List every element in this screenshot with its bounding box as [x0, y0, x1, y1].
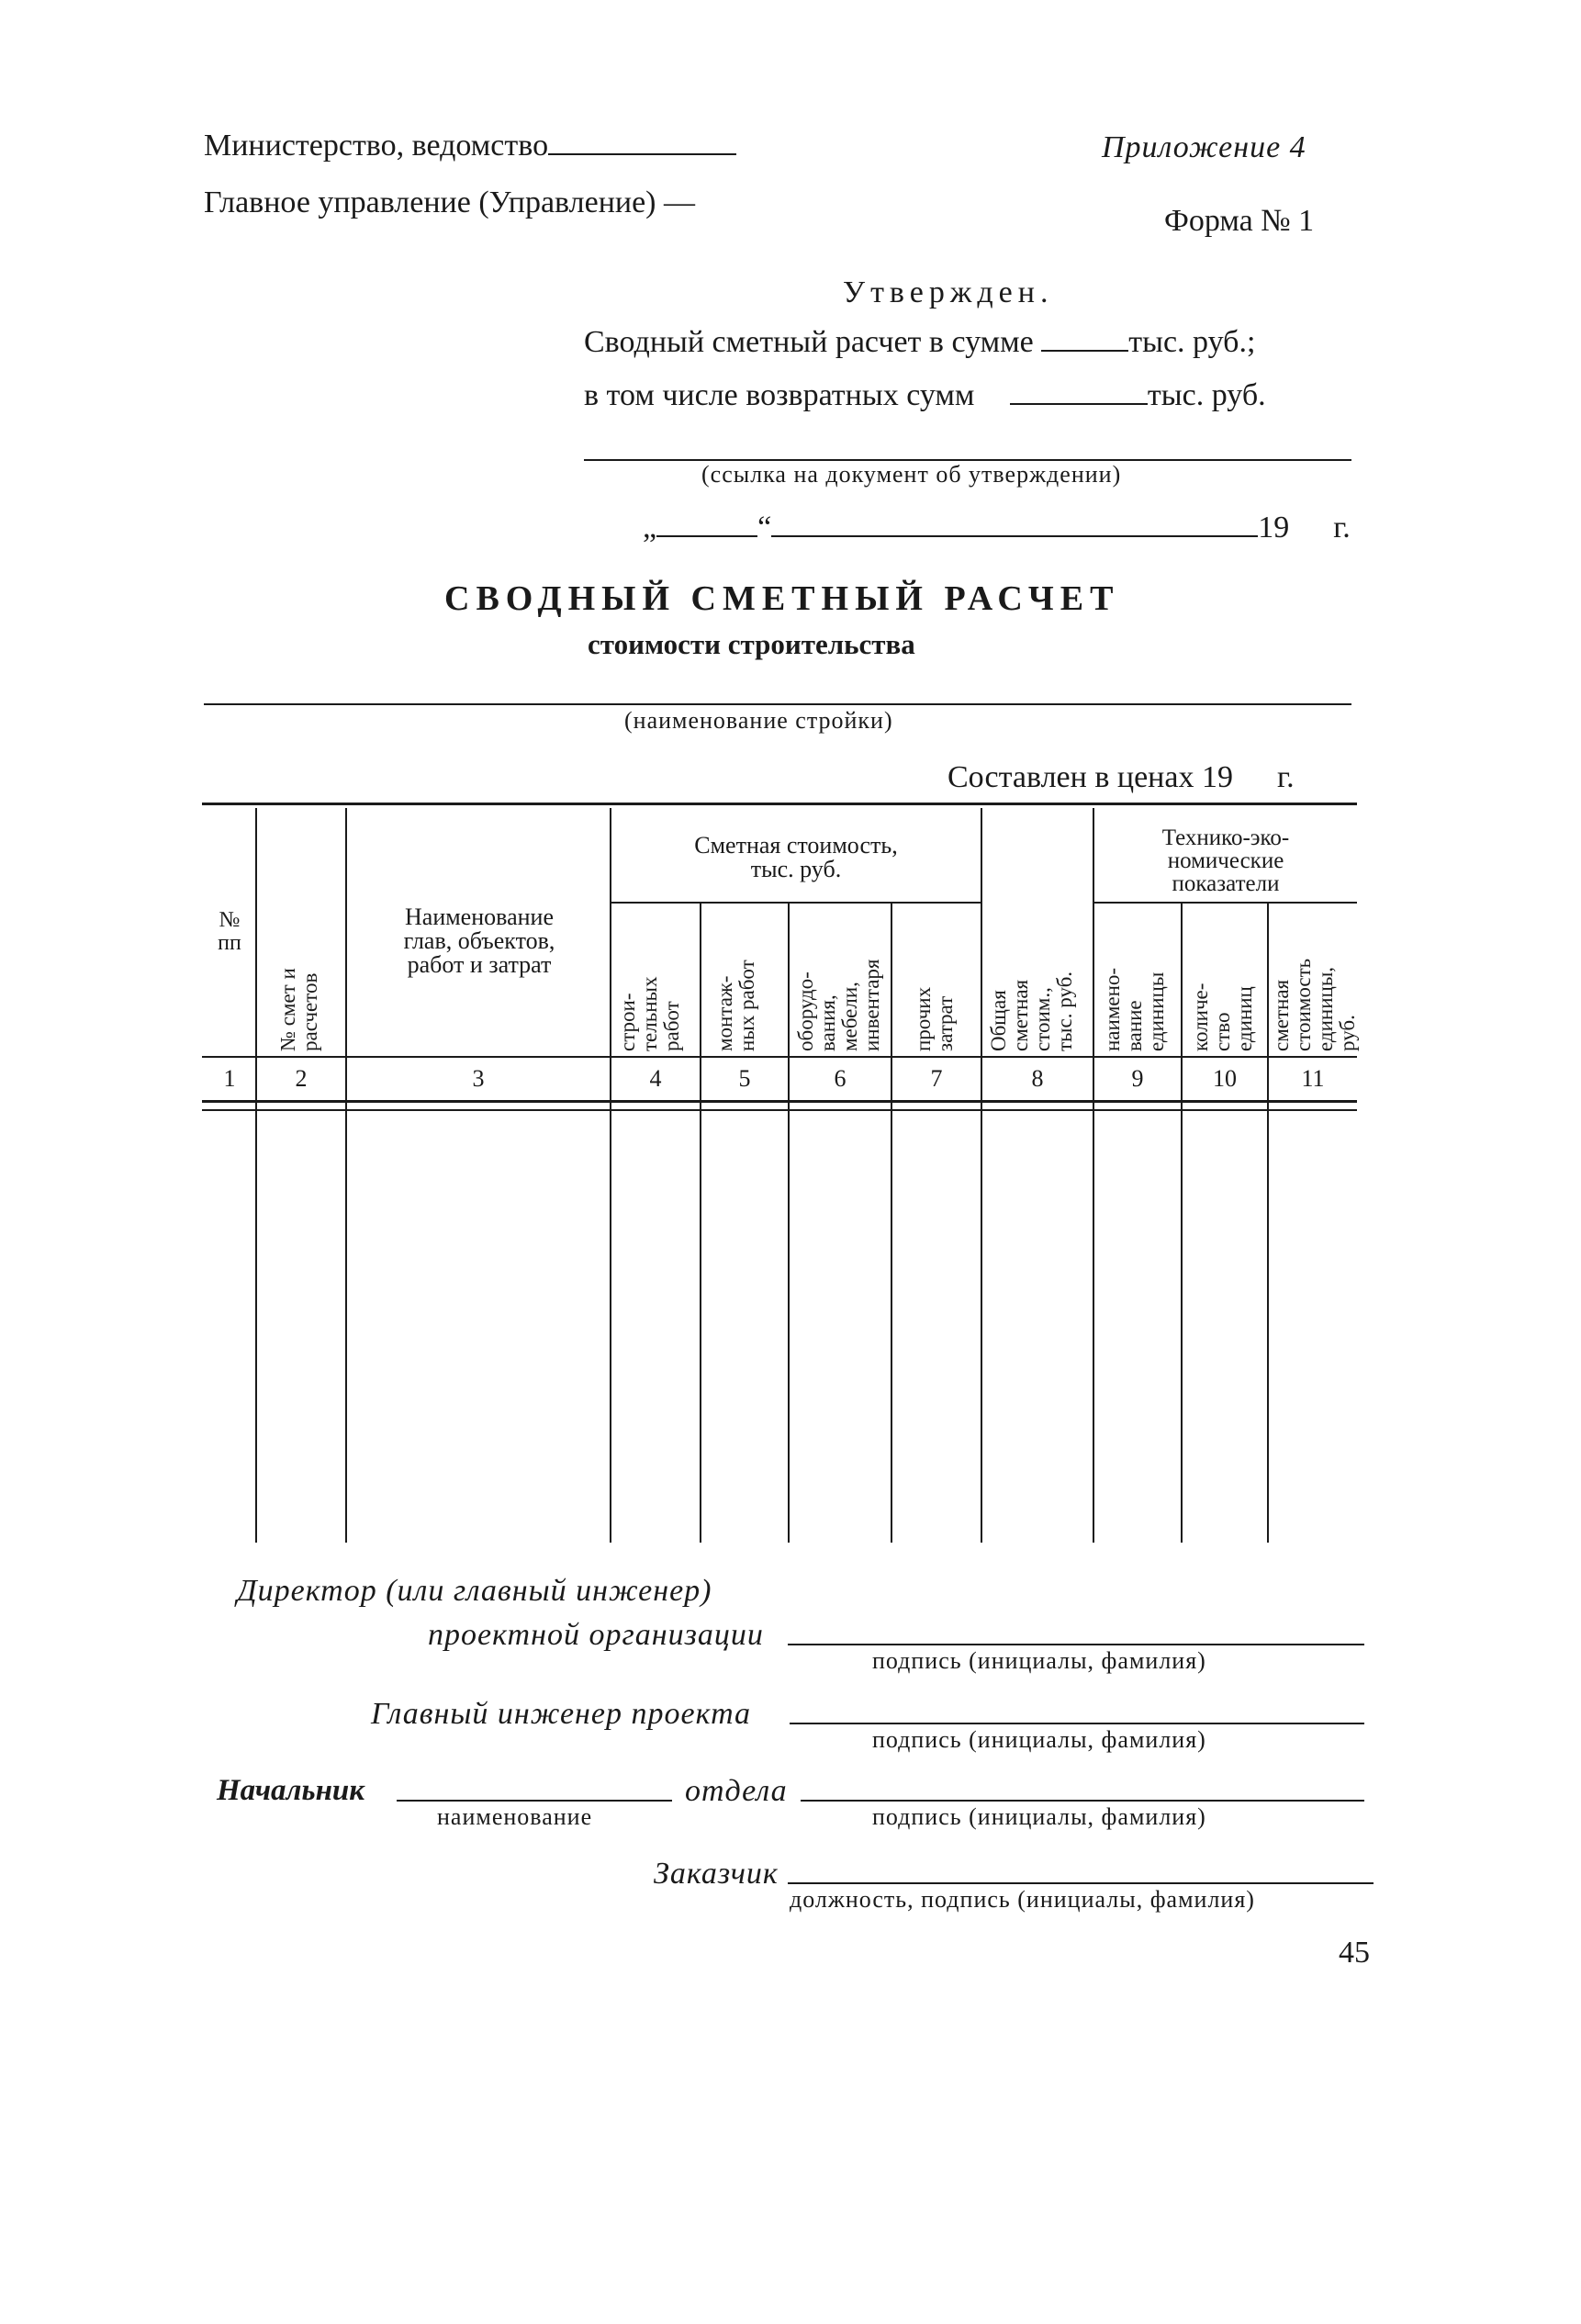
appendix-label: Приложение 4: [1102, 130, 1306, 164]
col-divider-5: [788, 904, 790, 1543]
directorate-label: Главное управление (Управление) —: [204, 185, 696, 219]
department-label: отдела: [685, 1774, 788, 1808]
col1-header: № пп: [218, 908, 241, 955]
col-number-4: 4: [649, 1065, 662, 1092]
cost-group-header: Сметная стоимость, тыс. руб.: [694, 832, 898, 882]
col8-header: Общая сметная стоим., тыс. руб.: [987, 971, 1076, 1051]
document-title: СВОДНЫЙ СМЕТНЫЙ РАСЧЕТ: [444, 579, 1120, 618]
col6-header: оборудо- вания, мебели, инвентаря: [794, 959, 883, 1051]
construction-caption: (наименование стройки): [624, 707, 893, 734]
col-divider-2: [345, 808, 347, 1543]
col-divider-3: [610, 808, 611, 1543]
summary-line: Сводный сметный расчет в сумме тыс. руб.;: [584, 325, 1256, 359]
col-number-3: 3: [472, 1065, 485, 1092]
numbers-bottom-rule: [202, 1100, 1357, 1103]
director-label: Директор (или главный инженер): [237, 1574, 712, 1608]
dept-name-caption: наименование: [437, 1803, 593, 1830]
col-number-2: 2: [295, 1065, 308, 1092]
col-divider-7: [981, 808, 982, 1543]
approved-label: Утвержден.: [843, 275, 1054, 309]
head-sign-rule: [801, 1800, 1364, 1802]
col-divider-1: [255, 808, 257, 1543]
approval-date-line: „ “ 19 г.: [643, 511, 1351, 545]
col-number-1: 1: [223, 1065, 236, 1092]
chief-engineer-label: Главный инженер проекта: [371, 1697, 752, 1731]
col-number-10: 10: [1213, 1065, 1237, 1092]
col7-header: прочих затрат: [912, 986, 957, 1051]
customer-sign-caption: должность, подпись (инициалы, фамилия): [790, 1886, 1255, 1913]
col4-header: строи- тельных работ: [616, 976, 683, 1051]
ministry-blank: [548, 153, 736, 155]
chief-engineer-sign-caption: подпись (инициалы, фамилия): [872, 1726, 1206, 1753]
tech-group-header: Технико-эко- номические показатели: [1161, 825, 1290, 896]
col9-header: наимено- вание единицы: [1101, 967, 1168, 1051]
col11-header: сметная стоимость единицы, руб.: [1270, 958, 1359, 1051]
col-divider-8: [1093, 808, 1094, 1543]
customer-sign-rule: [788, 1882, 1374, 1884]
document-subtitle: стоимости строительства: [588, 628, 915, 660]
director-sign-caption: подпись (инициалы, фамилия): [872, 1647, 1206, 1674]
chief-engineer-sign-rule: [790, 1723, 1364, 1724]
returnable-line: в том числе возвратных сумм тыс. руб.: [584, 378, 1266, 412]
col-number-11: 11: [1301, 1065, 1325, 1092]
date-day-blank: [656, 535, 757, 537]
header-bottom-rule: [202, 1056, 1357, 1058]
col-number-8: 8: [1031, 1065, 1044, 1092]
col-divider-9: [1181, 904, 1183, 1543]
construction-rule: [204, 703, 1351, 705]
table-top-rule: [202, 803, 1357, 805]
director-sign-rule: [788, 1644, 1364, 1645]
col3-header: Наименование глав, объектов, работ и затрат: [403, 904, 555, 978]
col-divider-6: [891, 904, 892, 1543]
returnable-blank: [1010, 403, 1148, 405]
director-org-label: проектной организации: [428, 1618, 764, 1652]
col2-header: № смет и расчетов: [276, 968, 321, 1051]
col-number-6: 6: [834, 1065, 847, 1092]
summary-blank: [1041, 350, 1128, 352]
col-number-5: 5: [738, 1065, 751, 1092]
body-top-rule: [202, 1109, 1357, 1111]
doc-ref-caption: (ссылка на документ об утверждении): [701, 461, 1122, 488]
head-label: Начальник: [217, 1774, 364, 1807]
col-number-7: 7: [930, 1065, 943, 1092]
col10-header: количе- ство единиц: [1189, 982, 1256, 1051]
head-sign-caption: подпись (инициалы, фамилия): [872, 1803, 1206, 1830]
form-label: Форма № 1: [1164, 204, 1315, 238]
col-number-9: 9: [1131, 1065, 1144, 1092]
col5-header: монтаж- ных работ: [713, 960, 758, 1051]
ministry-label: Министерство, ведомство: [204, 129, 736, 163]
date-month-blank: [771, 535, 1258, 537]
dept-name-rule: [397, 1800, 672, 1802]
col-divider-4: [700, 904, 701, 1543]
prices-line: Составлен в ценах 19 г.: [947, 760, 1295, 794]
tech-group-rule: [1093, 902, 1357, 904]
col-divider-10: [1267, 904, 1269, 1543]
page-number: 45: [1339, 1936, 1370, 1970]
customer-label: Заказчик: [654, 1857, 779, 1891]
cost-group-rule: [610, 902, 981, 904]
